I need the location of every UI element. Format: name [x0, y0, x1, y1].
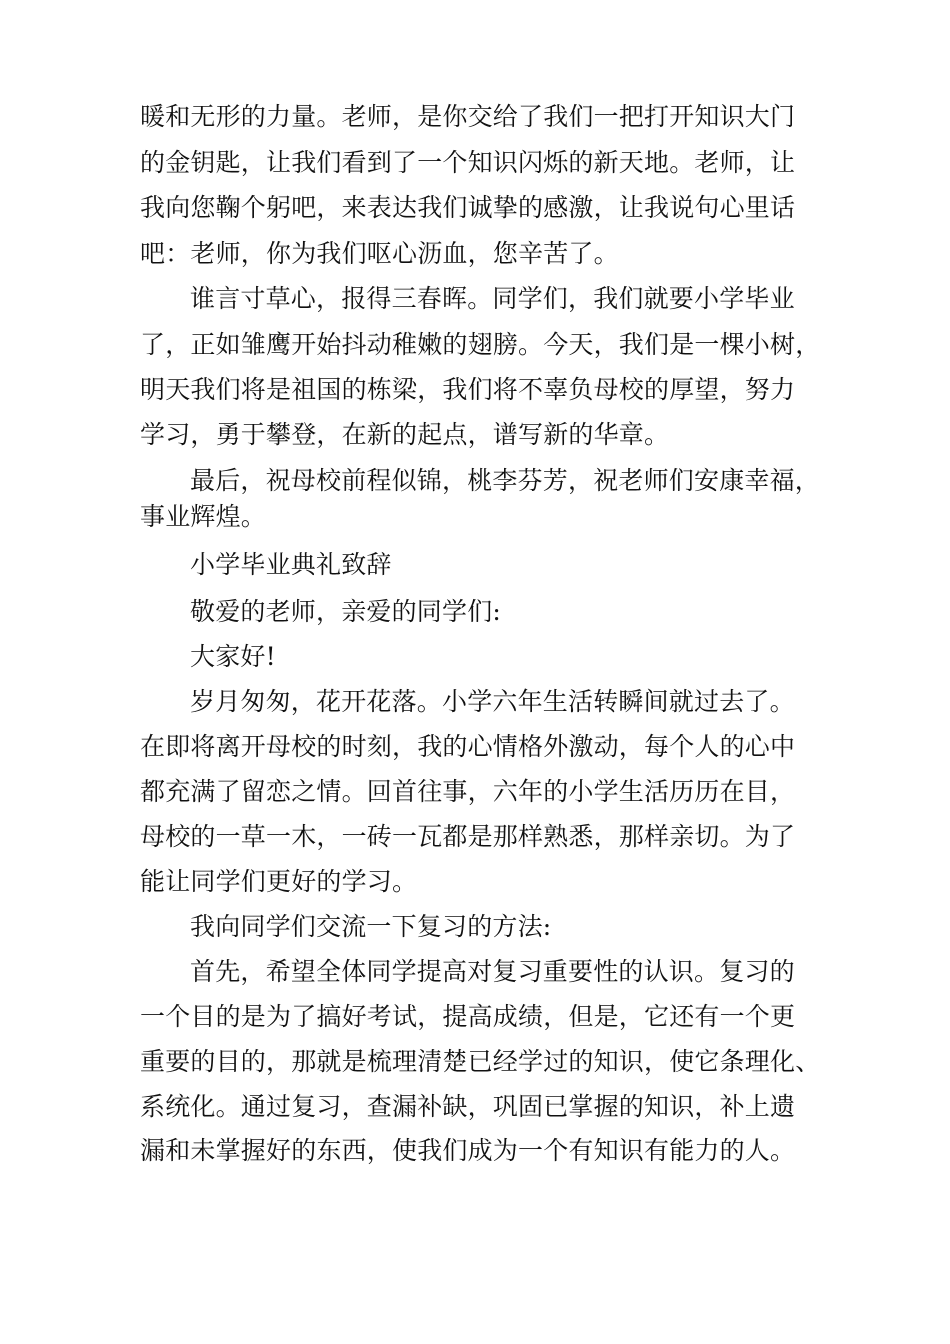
text-line: 能让同学们更好的学习。	[140, 867, 418, 896]
text-line: 漏和未掌握好的东西，使我们成为一个有知识有能力的人。	[140, 1136, 796, 1165]
paragraph-first-line: 我向同学们交流一下复习的方法:	[190, 912, 552, 941]
paragraph-first-line: 谁言寸草心，报得三春晖。同学们，我们就要小学毕业	[190, 284, 795, 313]
text-line: 吧：老师，你为我们呕心沥血，您辛苦了。	[140, 239, 619, 268]
paragraph-first-line: 岁月匆匆，花开花落。小学六年生活转瞬间就过去了。	[190, 687, 795, 716]
text-line: 在即将离开母校的时刻，我的心情格外激动，每个人的心中	[140, 732, 796, 761]
text-line: 事业辉煌。	[140, 502, 267, 531]
section-title: 小学毕业典礼致辞	[190, 550, 392, 579]
salutation: 敬爱的老师，亲爱的同学们:	[190, 597, 502, 626]
text-line: 一个目的是为了搞好考试，提高成绩，但是，它还有一个更	[140, 1002, 796, 1031]
paragraph-first-line: 首先，希望全体同学提高对复习重要性的认识。复习的	[190, 957, 795, 986]
text-line: 明天我们将是祖国的栋梁，我们将不辜负母校的厚望，努力	[140, 375, 796, 404]
text-line: 都充满了留恋之情。回首往事，六年的小学生活历历在目，	[140, 777, 796, 806]
text-line: 暖和无形的力量。老师，是你交给了我们一把打开知识大门	[140, 102, 796, 131]
text-line: 我向您鞠个躬吧，来表达我们诚挚的感激，让我说句心里话	[140, 193, 796, 222]
paragraph-first-line: 最后，祝母校前程似锦，桃李芬芳，祝老师们安康幸福，	[190, 466, 821, 495]
text-line: 系统化。通过复习，查漏补缺，巩固已掌握的知识，补上遗	[140, 1092, 796, 1121]
text-line: 重要的目的，那就是梳理清楚已经学过的知识，使它条理化、	[140, 1047, 821, 1076]
text-line: 的金钥匙，让我们看到了一个知识闪烁的新天地。老师，让	[140, 148, 796, 177]
text-line: 了，正如雏鹰开始抖动稚嫩的翅膀。今天，我们是一棵小树，	[140, 330, 821, 359]
text-line: 母校的一草一木，一砖一瓦都是那样熟悉，那样亲切。为了	[140, 822, 796, 851]
greeting: 大家好!	[190, 642, 276, 671]
text-line: 学习，勇于攀登，在新的起点，谱写新的华章。	[140, 420, 670, 449]
